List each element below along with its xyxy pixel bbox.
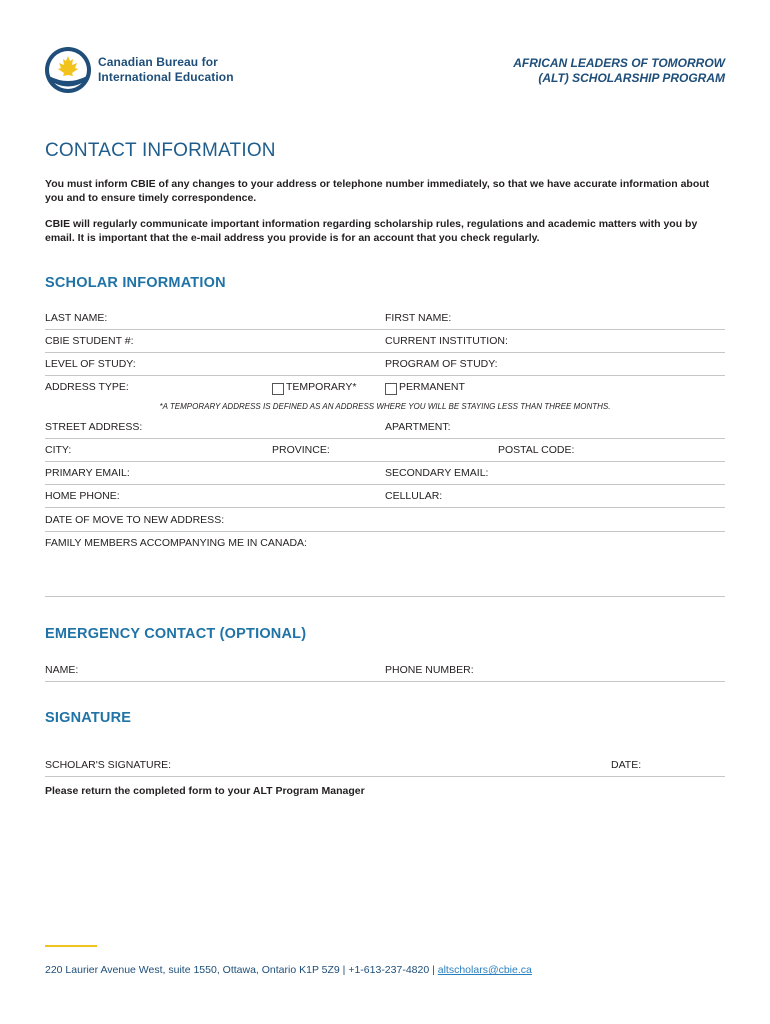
program-of-study-field[interactable]: PROGRAM OF STUDY: (385, 358, 498, 370)
postal-code-field[interactable]: POSTAL CODE: (498, 444, 575, 456)
row-street (45, 416, 725, 439)
city-field[interactable]: CITY: (45, 444, 72, 456)
level-of-study-field[interactable]: LEVEL OF STUDY: (45, 358, 136, 370)
permanent-label: PERMANENT (399, 381, 465, 393)
address-type-label: ADDRESS TYPE: (45, 381, 129, 393)
program-title-line-1: AFRICAN LEADERS OF TOMORROW (513, 56, 725, 70)
emergency-name-field[interactable]: NAME: (45, 664, 79, 676)
family-members-line (45, 596, 725, 597)
logo-line-2: International Education (98, 70, 234, 84)
closing-instruction: Please return the completed form to your ALT Program Manager (45, 785, 365, 797)
secondary-email-field[interactable]: SECONDARY EMAIL: (385, 467, 489, 479)
page-title: CONTACT INFORMATION (45, 140, 276, 161)
row-city (45, 439, 725, 462)
temporary-address-note: *A TEMPORARY ADDRESS IS DEFINED AS AN ADDRESS WHERE YOU WILL BE STAYING LESS THAN THREE MONTHS. (159, 402, 611, 411)
emergency-phone-field[interactable]: PHONE NUMBER: (385, 664, 474, 676)
last-name-field[interactable]: LAST NAME: (45, 312, 108, 324)
footer-email-link[interactable]: altscholars@cbie.ca (437, 964, 532, 976)
signature-section-title: SIGNATURE (45, 710, 132, 726)
family-members-field[interactable]: FAMILY MEMBERS ACCOMPANYING ME IN CANADA: (45, 537, 307, 549)
intro-paragraph-1: You must inform CBIE of any changes to your address or telephone number immediately, so that we have accurate information about you and to ensure timely correspondence. (45, 178, 710, 204)
cellular-field[interactable]: CELLULAR: (385, 490, 443, 502)
first-name-field[interactable]: FIRST NAME: (385, 312, 452, 324)
footer-accent-bar (45, 945, 97, 947)
temporary-checkbox[interactable] (272, 383, 284, 395)
logo-wordmark (98, 55, 234, 85)
scholar-signature-field[interactable]: SCHOLAR'S SIGNATURE: (45, 759, 172, 771)
row-name (45, 307, 725, 330)
street-address-field[interactable]: STREET ADDRESS: (45, 421, 143, 433)
row-student (45, 330, 725, 353)
row-move-date (45, 509, 725, 532)
home-phone-field[interactable]: HOME PHONE: (45, 490, 120, 502)
footer-contact (45, 964, 532, 976)
row-study (45, 353, 725, 376)
program-title (513, 56, 725, 86)
cbie-logo (44, 46, 234, 94)
permanent-checkbox[interactable] (385, 383, 397, 395)
emergency-section-title: EMERGENCY CONTACT (OPTIONAL) (45, 626, 307, 642)
row-signature (45, 754, 725, 777)
temporary-label: TEMPORARY* (286, 381, 357, 393)
maple-leaf-logo-icon (44, 46, 92, 94)
row-address-type (45, 376, 725, 399)
scholar-section-title: SCHOLAR INFORMATION (45, 275, 226, 291)
footer-address: 220 Laurier Avenue West, suite 1550, Ottawa, Ontario K1P 5Z9 | +1-613-237-4820 | (45, 964, 438, 976)
intro-paragraph-2: CBIE will regularly communicate important information regarding scholarship rules, regulations and academic matters with you by email. It is important that the e-mail address you provide is for an account that you check regularly. (45, 218, 698, 244)
program-title-line-2: (ALT) SCHOLARSHIP PROGRAM (538, 71, 725, 85)
row-family (45, 532, 725, 555)
signature-date-field[interactable]: DATE: (611, 759, 642, 771)
apartment-field[interactable]: APARTMENT: (385, 421, 451, 433)
student-number-field[interactable]: CBIE STUDENT #: (45, 335, 134, 347)
primary-email-field[interactable]: PRIMARY EMAIL: (45, 467, 130, 479)
province-field[interactable]: PROVINCE: (272, 444, 330, 456)
row-phone (45, 485, 725, 508)
logo-line-1: Canadian Bureau for (98, 55, 218, 69)
move-date-field[interactable]: DATE OF MOVE TO NEW ADDRESS: (45, 514, 225, 526)
institution-field[interactable]: CURRENT INSTITUTION: (385, 335, 508, 347)
row-email (45, 462, 725, 485)
row-emergency (45, 659, 725, 682)
